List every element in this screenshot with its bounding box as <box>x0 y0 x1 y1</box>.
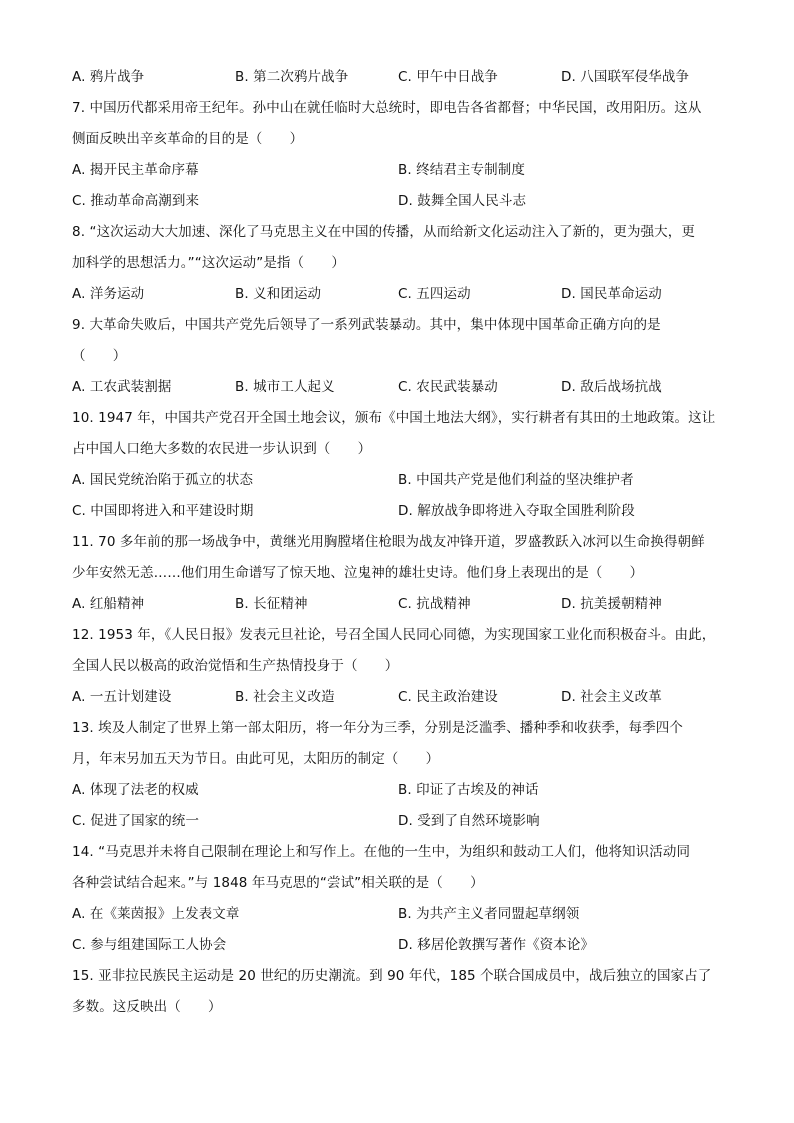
q14-options-row2 <box>72 930 732 961</box>
q7-option-c: C. 推动革命高潮到来 <box>72 193 200 209</box>
q11-stem-line2: 少年安然无恙……他们用生命谱写了惊天地、泣鬼神的雄壮史诗。他们身上表现出的是（ ） <box>72 565 644 581</box>
q7-options-row2 <box>72 186 732 217</box>
q8-stem-line2: 加科学的思想活力。”“这次运动”是指（ ） <box>72 255 345 271</box>
q9-option-a: A. 工农武装割据 <box>72 379 172 395</box>
q13-stem-line2: 月，年末另加五天为节日。由此可见，太阳历的制定（ ） <box>72 751 440 767</box>
q8-option-a: A. 洋务运动 <box>72 286 145 302</box>
q12-options <box>72 682 732 713</box>
q7-stem-line2: 侧面反映出辛亥革命的目的是（ ） <box>72 131 304 147</box>
q12-option-d: D. 社会主义改革 <box>561 689 662 705</box>
q8-option-d: D. 国民革命运动 <box>561 286 662 302</box>
q6-option-b: B. 第二次鸦片战争 <box>235 69 349 85</box>
q13-option-c: C. 促进了国家的统一 <box>72 813 200 829</box>
q8-option-b: B. 义和团运动 <box>235 286 322 302</box>
q12-option-c: C. 民主政治建设 <box>398 689 498 705</box>
q7-option-b: B. 终结君主专制制度 <box>398 162 525 178</box>
q13-options-row1 <box>72 775 732 806</box>
q11-option-a: A. 红船精神 <box>72 596 145 612</box>
q10-options-row1 <box>72 465 732 496</box>
q8-stem-line1: 8. “这次运动大大加速、深化了马克思主义在中国的传播，从而给新文化运动注入了新的，更为强大，更 <box>72 224 695 240</box>
q6-option-a: A. 鸦片战争 <box>72 69 145 85</box>
q10-option-b: B. 中国共产党是他们利益的坚决维护者 <box>398 472 634 488</box>
q11-option-c: C. 抗战精神 <box>398 596 471 612</box>
q12-stem-line2: 全国人民以极高的政治觉悟和生产热情投身于（ ） <box>72 658 399 674</box>
q15-stem-line1: 15. 亚非拉民族民主运动是 20 世纪的历史潮流。到 90 年代，185 个联合国成员中，战后独立的国家占了 <box>72 968 712 984</box>
q9-option-c: C. 农民武装暴动 <box>398 379 498 395</box>
q13-option-b: B. 印证了古埃及的神话 <box>398 782 539 798</box>
exam-page <box>72 62 732 1023</box>
q14-option-d: D. 移居伦敦撰写著作《资本论》 <box>398 937 595 953</box>
q8-options <box>72 279 732 310</box>
q7-options-row1 <box>72 155 732 186</box>
q13-options-row2 <box>72 806 732 837</box>
q9-option-d: D. 敌后战场抗战 <box>561 379 662 395</box>
q14-stem-line1: 14. “马克思并未将自己限制在理论上和写作上。在他的一生中，为组织和鼓动工人们，他将知识活动同 <box>72 844 691 860</box>
q14-option-a: A. 在《莱茵报》上发表文章 <box>72 906 240 922</box>
q9-stem-line1: 9. 大革命失败后，中国共产党先后领导了一系列武装暴动。其中，集中体现中国革命正确方向的是 <box>72 317 661 333</box>
q8-option-c: C. 五四运动 <box>398 286 471 302</box>
q13-option-a: A. 体现了法老的权威 <box>72 782 199 798</box>
q6-options <box>72 62 732 93</box>
q12-option-a: A. 一五计划建设 <box>72 689 172 705</box>
q11-options <box>72 589 732 620</box>
q7-option-d: D. 鼓舞全国人民斗志 <box>398 193 527 209</box>
q10-options-row2 <box>72 496 732 527</box>
q10-option-c: C. 中国即将进入和平建设时期 <box>72 503 254 519</box>
q9-option-b: B. 城市工人起义 <box>235 379 335 395</box>
q11-stem-line1: 11. 70 多年前的那一场战争中，黄继光用胸膛堵住枪眼为战友冲锋开道，罗盛教跃入冰河以生命换得朝鲜 <box>72 534 705 550</box>
q12-option-b: B. 社会主义改造 <box>235 689 335 705</box>
q15-stem-line2: 多数。这反映出（ ） <box>72 999 222 1015</box>
q13-option-d: D. 受到了自然环境影响 <box>398 813 540 829</box>
q9-stem-line2: （ ） <box>72 348 127 364</box>
q14-stem-line2: 各种尝试结合起来。”与 1848 年马克思的“尝试”相关联的是（ ） <box>72 875 484 891</box>
q10-stem-line1: 10. 1947 年，中国共产党召开全国土地会议，颁布《中国土地法大纲》，实行耕者有其田的土地政策。这让 <box>72 410 716 426</box>
q10-option-a: A. 国民党统治陷于孤立的状态 <box>72 472 254 488</box>
q7-option-a: A. 揭开民主革命序幕 <box>72 162 199 178</box>
q14-options-row1 <box>72 899 732 930</box>
q9-options <box>72 372 732 403</box>
q11-option-d: D. 抗美援朝精神 <box>561 596 662 612</box>
q6-option-c: C. 甲午中日战争 <box>398 69 498 85</box>
q10-option-d: D. 解放战争即将进入夺取全国胜利阶段 <box>398 503 635 519</box>
q7-stem-line1: 7. 中国历代都采用帝王纪年。孙中山在就任临时大总统时，即电告各省都督；中华民国，改用阳历。这从 <box>72 100 702 116</box>
q10-stem-line2: 占中国人口绝大多数的农民进一步认识到（ ） <box>72 441 372 457</box>
q14-option-b: B. 为共产主义者同盟起草纲领 <box>398 906 580 922</box>
q13-stem-line1: 13. 埃及人制定了世界上第一部太阳历，将一年分为三季，分别是泛滥季、播种季和收获季，每季四个 <box>72 720 683 736</box>
q6-option-d: D. 八国联军侵华战争 <box>561 69 690 85</box>
q11-option-b: B. 长征精神 <box>235 596 308 612</box>
q14-option-c: C. 参与组建国际工人协会 <box>72 937 227 953</box>
q12-stem-line1: 12. 1953 年，《人民日报》发表元旦社论，号召全国人民同心同德，为实现国家工业化而积极奋斗。由此， <box>72 627 716 643</box>
